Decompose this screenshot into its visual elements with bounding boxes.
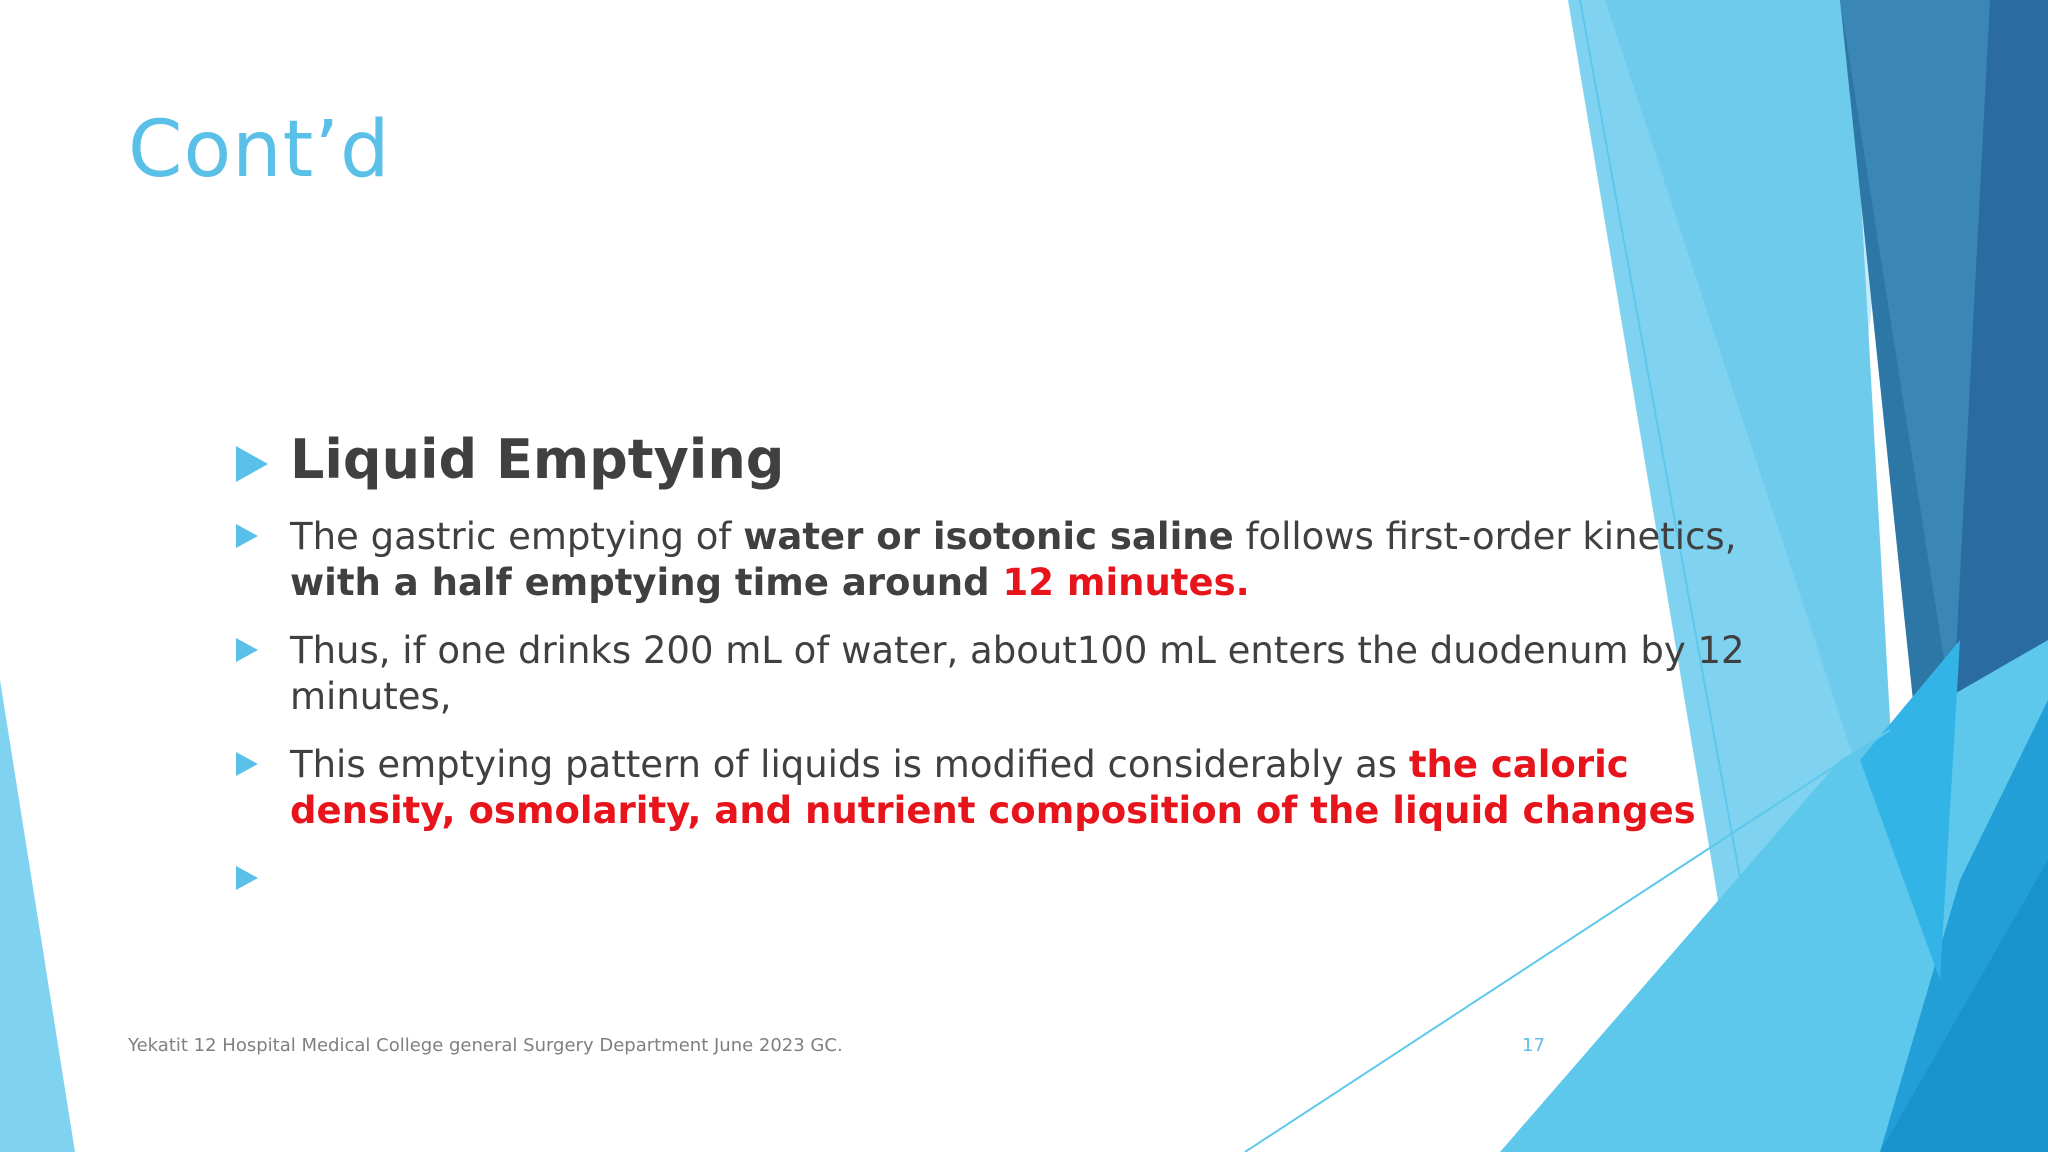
bullet-item-empty (232, 856, 1792, 902)
triangle-right-icon (236, 752, 258, 776)
page-number: 17 (1522, 1035, 1545, 1056)
bullet-item (232, 514, 1792, 606)
bullet-heading (232, 428, 1792, 492)
bullet-item (232, 628, 1792, 720)
heading-text: Liquid Emptying (290, 428, 785, 491)
triangle-right-icon (236, 524, 258, 548)
bullet-text-highlight: the caloric density, osmolarity, and nutrient composition of the liquid changes (290, 743, 1696, 832)
slide-title: Cont’d (128, 105, 391, 195)
triangle-right-icon (236, 446, 268, 482)
bullet-text: follows first-order kinetics, (1233, 515, 1737, 558)
slide-footer: Yekatit 12 Hospital Medical College general Surgery Department June 2023 GC. (128, 1035, 843, 1056)
bullet-text-bold: water or isotonic saline (743, 515, 1234, 558)
bullet-item (232, 742, 1792, 834)
triangle-right-icon (236, 638, 258, 662)
bullet-text: The gastric emptying of (290, 515, 744, 558)
bullet-text: This emptying pattern of liquids is modified considerably as (290, 743, 1409, 786)
bullet-text: Thus, if one drinks 200 mL of water, about100 mL enters the duodenum by 12 minutes, (290, 629, 1745, 718)
triangle-right-icon (236, 866, 258, 890)
slide-content (232, 428, 1792, 924)
bullet-text-highlight: 12 minutes. (1002, 561, 1250, 604)
bullet-text-bold: with a half emptying time around (290, 561, 1003, 604)
